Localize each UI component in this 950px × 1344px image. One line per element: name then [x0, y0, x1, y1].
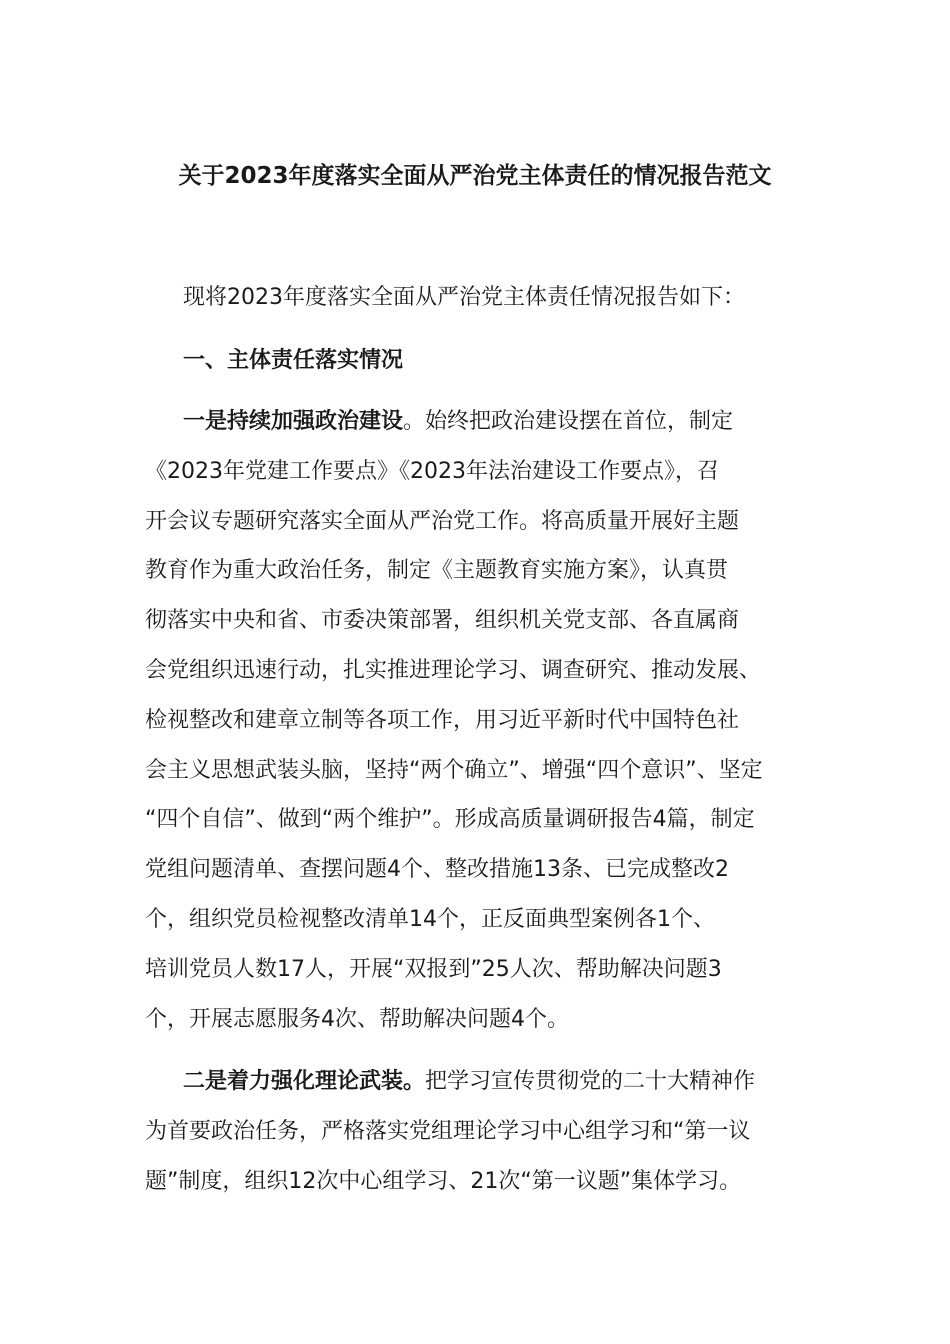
paragraph-line: 会党组织迅速行动，扎实推进理论学习、调查研究、推动发展、	[145, 657, 762, 683]
paragraph-lead: 一是持续加强政治建设	[183, 409, 404, 434]
paragraph-line: 培训党员人数17人，开展“双报到”25人次、帮助解决问题3	[145, 956, 722, 982]
paragraph-line	[145, 1057, 815, 1107]
paragraph-line: 为首要政治任务，严格落实党组理论学习中心组学习和“第一议	[145, 1118, 751, 1144]
paragraph-political-construction	[145, 397, 815, 1044]
intro-paragraph: 现将2023年度落实全面从严治党主体责任情况报告如下：	[183, 285, 745, 310]
paragraph-line: 会主义思想武装头脑，坚持“两个确立”、增强“四个意识”、坚定	[145, 757, 763, 783]
section-heading: 一、主体责任落实情况	[183, 348, 404, 373]
paragraph-line-text: 把学习宣传贯彻党的二十大精神作	[425, 1069, 756, 1094]
paragraph-line	[145, 397, 815, 447]
paragraph-line: 题”制度，组织12次中心组学习、21次“第一议题”集体学习。	[145, 1168, 742, 1194]
paragraph-line: 《2023年党建工作要点》《2023年法治建设工作要点》，召	[145, 458, 719, 484]
paragraph-line: 检视整改和建章立制等各项工作，用习近平新时代中国特色社	[145, 707, 740, 733]
paragraph-line: 个，组织党员检视整改清单14个，正反面典型案例各1个、	[145, 906, 715, 932]
paragraph-line-text: 。始终把政治建设摆在首位，制定	[403, 409, 734, 434]
paragraph-theory-armament	[145, 1057, 815, 1206]
paragraph-line: 开会议专题研究落实全面从严治党工作。将高质量开展好主题	[145, 508, 740, 534]
paragraph-line: 个，开展志愿服务4次、帮助解决问题4个。	[145, 1006, 569, 1032]
document-title: 关于2023年度落实全面从严治党主体责任的情况报告范文	[178, 163, 772, 189]
paragraph-line: 彻落实中央和省、市委决策部署，组织机关党支部、各直属商	[145, 608, 740, 634]
paragraph-line: 党组问题清单、查摆问题4个、整改措施13条、已完成整改2	[145, 857, 729, 883]
paragraph-lead: 二是着力强化理论武装。	[183, 1069, 426, 1094]
paragraph-line: “四个自信”、做到“两个维护”。形成高质量调研报告4篇，制定	[145, 807, 755, 833]
paragraph-line: 教育作为重大政治任务，制定《主题教育实施方案》，认真贯	[145, 558, 729, 584]
